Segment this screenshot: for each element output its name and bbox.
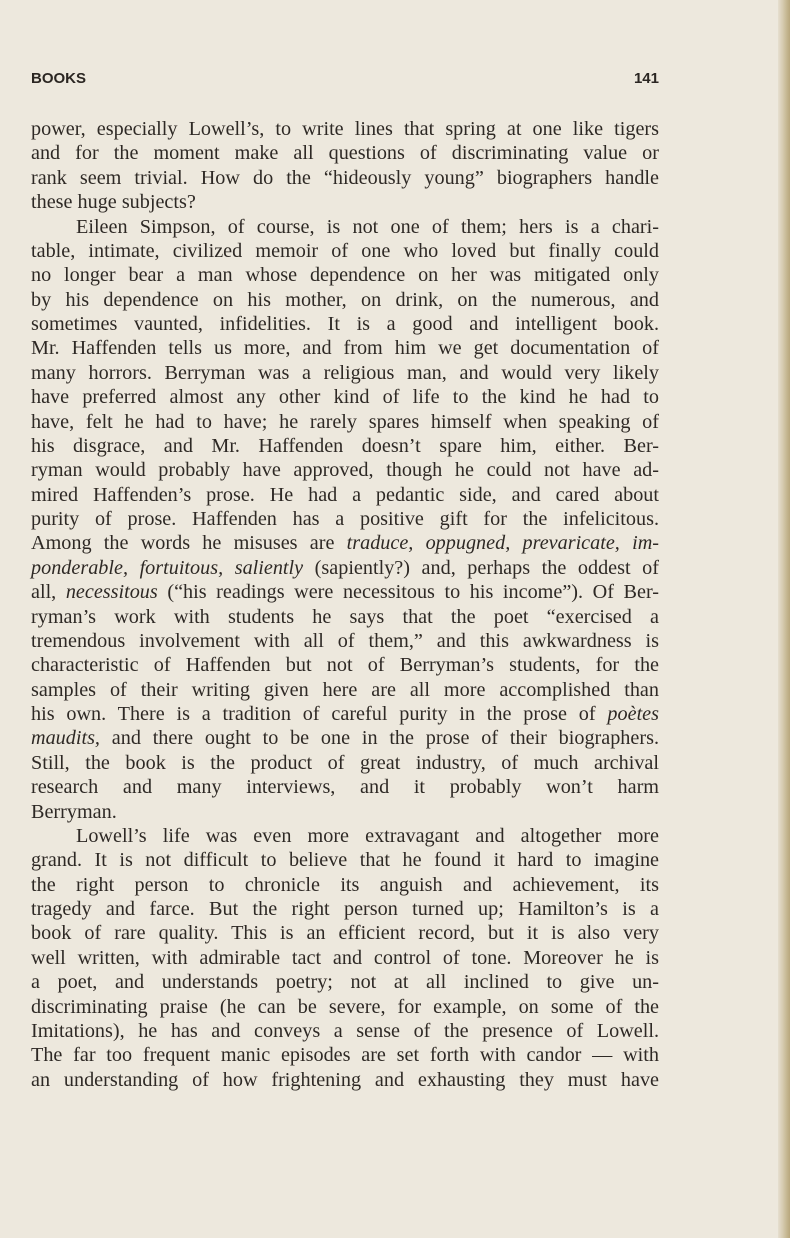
text-segment: and for the moment make all questions of discriminating value or	[31, 142, 659, 165]
running-head	[31, 70, 659, 92]
text-segment: table, intimate, civilized memoir of one who loved but finally could	[31, 239, 659, 262]
text-segment: (sapiently?) and, perhaps the oddest of	[303, 556, 659, 579]
text-segment: Eileen Simpson, of course, is not one of them; hers is a chari-	[76, 215, 659, 238]
text-segment: ryman’s work with students he says that the poet “exercised a	[31, 605, 659, 628]
text-segment: Berryman.	[31, 800, 117, 823]
text-segment: have preferred almost any other kind of life to the kind he had to	[31, 386, 659, 409]
italic-text: necessitous	[65, 581, 158, 604]
text-line	[31, 288, 659, 312]
text-line	[31, 1019, 659, 1043]
text-line	[31, 336, 659, 360]
text-line	[31, 483, 659, 507]
text-segment: his disgrace, and Mr. Haffenden doesn’t spare him, either. Ber-	[31, 434, 659, 457]
italic-text: maudits,	[31, 727, 100, 750]
text-line	[31, 434, 659, 458]
text-segment: tremendous involvement with all of them,” and this awkwardness is	[31, 629, 659, 652]
text-segment: purity of prose. Haffenden has a positive gift for the infelicitous.	[31, 508, 659, 530]
text-line	[31, 726, 659, 750]
text-line	[31, 605, 659, 629]
text-segment: ryman would probably have approved, though he could not have ad-	[31, 459, 659, 482]
italic-text: poètes	[607, 703, 659, 725]
text-segment: and there ought to be one in the prose of their biographers.	[99, 727, 659, 750]
text-segment: his own. There is a tradition of careful purity in the prose of	[31, 703, 608, 725]
text-segment: a poet, and understands poetry; not at all inclined to give un-	[31, 971, 659, 994]
text-segment: these huge subjects?	[31, 191, 196, 214]
text-segment: all,	[31, 581, 66, 604]
text-line	[31, 117, 659, 141]
text-segment: Mr. Haffenden tells us more, and from him we get documentation of	[31, 337, 659, 360]
text-segment: by his dependence on his mother, on drink, on the numerous, and	[31, 288, 659, 311]
text-line	[31, 1043, 659, 1067]
text-segment: have, felt he had to have; he rarely spares himself when speaking of	[31, 410, 659, 433]
text-line	[31, 190, 659, 214]
text-line	[31, 970, 659, 994]
text-segment: Lowell’s life was even more extravagant and altogether more	[76, 824, 659, 847]
text-line	[31, 800, 659, 824]
text-segment: characteristic of Haffenden but not of Berryman’s students, for the	[31, 654, 659, 677]
text-line	[31, 653, 659, 677]
text-segment: research and many interviews, and it probably won’t harm	[31, 776, 659, 799]
text-segment: sometimes vaunted, infidelities. It is a good and intelligent book.	[31, 313, 659, 335]
text-segment: well written, with admirable tact and control of tone. Moreover he is	[31, 946, 659, 969]
text-line	[31, 385, 659, 409]
text-segment: Imitations), he has and conveys a sense of the presence of Lowell.	[31, 1019, 659, 1042]
page-binding-edge	[778, 0, 790, 1238]
text-line	[31, 580, 659, 604]
text-line	[31, 702, 659, 726]
text-line	[31, 507, 659, 531]
text-line	[31, 921, 659, 945]
text-segment: Among the words he misuses are	[31, 532, 347, 555]
text-segment: tragedy and farce. But the right person turned up; Hamilton’s is a	[31, 898, 659, 920]
text-segment: the right person to chronicle its anguish and achievement, its	[31, 873, 659, 896]
text-segment: many horrors. Berryman was a religious man, and would very likely	[31, 361, 659, 384]
text-line	[31, 995, 659, 1019]
text-line	[31, 873, 659, 897]
text-line	[31, 848, 659, 872]
text-line	[31, 361, 659, 385]
text-segment: (“his readings were necessitous to his income”). Of Ber-	[157, 581, 659, 604]
text-segment: book of rare quality. This is an efficient record, but it is also very	[31, 922, 659, 945]
text-segment: an understanding of how frightening and exhausting they must have	[31, 1068, 659, 1091]
text-line	[31, 166, 659, 190]
text-line	[31, 946, 659, 970]
italic-text: traduce, oppugned, prevaricate, im-	[346, 532, 659, 555]
text-line	[31, 775, 659, 799]
body-text	[31, 117, 659, 1092]
text-segment: samples of their writing given here are all more accomplished than	[31, 678, 659, 701]
text-segment: grand. It is not difficult to believe that he found it hard to imagine	[31, 849, 659, 872]
text-segment: Still, the book is the product of great industry, of much archival	[31, 751, 659, 774]
text-line	[31, 824, 659, 848]
text-line	[31, 312, 659, 336]
text-line	[31, 531, 659, 555]
text-segment: mired Haffenden’s prose. He had a pedantic side, and cared about	[31, 483, 659, 506]
text-line	[31, 1068, 659, 1092]
text-line	[31, 897, 659, 921]
section-title: BOOKS	[31, 70, 87, 87]
text-segment: The far too frequent manic episodes are set forth with candor — with	[31, 1044, 659, 1067]
text-line	[31, 141, 659, 165]
text-line	[31, 751, 659, 775]
text-segment: power, especially Lowell’s, to write lines that spring at one like tigers	[31, 118, 659, 140]
italic-text: ponderable, fortuitous, saliently	[31, 556, 304, 579]
text-line	[31, 410, 659, 434]
text-line	[31, 239, 659, 263]
text-line	[31, 458, 659, 482]
text-segment: no longer bear a man whose dependence on her was mitigated only	[31, 264, 659, 287]
text-line	[31, 263, 659, 287]
text-line	[31, 215, 659, 239]
text-line	[31, 678, 659, 702]
text-segment: discriminating praise (he can be severe, for example, on some of the	[31, 995, 659, 1018]
text-line	[31, 556, 659, 580]
page-number: 141	[633, 70, 659, 87]
text-line	[31, 629, 659, 653]
text-segment: rank seem trivial. How do the “hideously young” biographers handle	[31, 166, 659, 189]
